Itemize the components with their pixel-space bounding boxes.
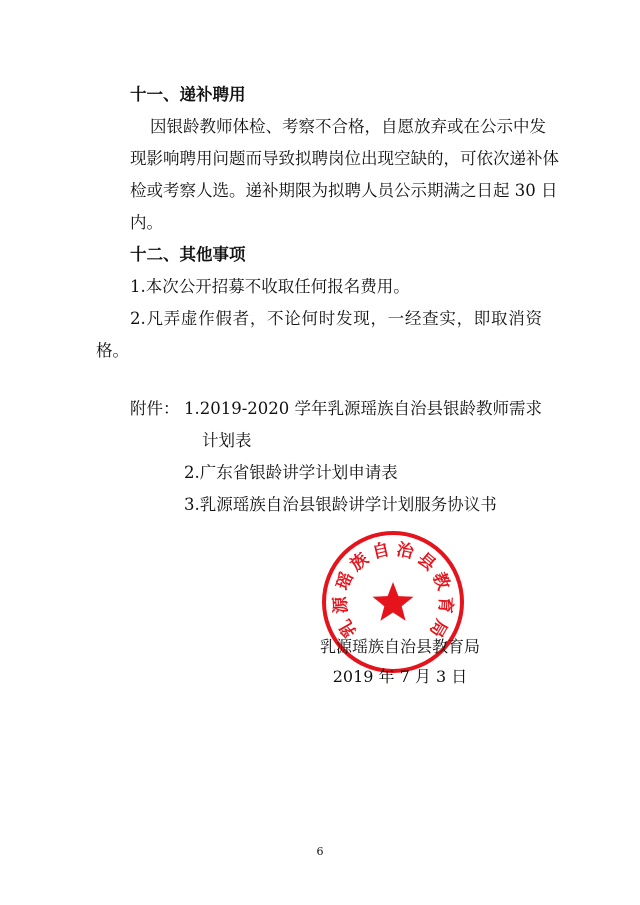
seal-char: 治 — [394, 539, 416, 564]
attachments-label: 附件： — [130, 399, 180, 418]
section-12-item-2: 2.凡弄虚作假者，不论何时发现，一经查实，即取消资 — [130, 309, 542, 328]
seal-char: 自 — [370, 539, 392, 564]
seal-char: 族 — [346, 549, 373, 576]
attachment-item-3: 3.乳源瑶族自治县银龄讲学计划服务协议书 — [184, 495, 497, 514]
seal-char: 县 — [413, 549, 440, 576]
seal-char: 乳 — [335, 615, 361, 641]
seal-char: 瑶 — [332, 569, 358, 594]
section-12-item-2-cont: 格。 — [96, 341, 129, 360]
seal-char: 育 — [434, 595, 456, 615]
signature-date: 2019 年 7 月 3 日 — [332, 667, 468, 686]
signature-org: 乳源瑶族自治县教育局 — [319, 637, 480, 656]
attachment-item-1: 1.2019-2020 学年乳源瑶族自治县银龄教师需求 — [184, 399, 543, 418]
section-11-title: 十一、递补聘用 — [130, 85, 246, 104]
section-12-item-1: 1.本次公开招募不收取任何报名费用。 — [130, 277, 410, 296]
seal-char: 源 — [330, 595, 352, 615]
section-11-line-4: 内。 — [130, 213, 163, 232]
page-number: 6 — [316, 845, 324, 858]
section-11-line-2: 现影响聘用问题而导致拟聘岗位出现空缺的，可依次递补体 — [130, 149, 559, 168]
seal-char: 局 — [425, 615, 451, 641]
attachment-item-1-cont: 计划表 — [202, 431, 252, 450]
seal-char: 教 — [428, 569, 454, 594]
star-icon — [373, 582, 414, 621]
section-11-line-3: 检或考察人选。递补期限为拟聘人员公示期满之日起 30 日 — [130, 181, 558, 200]
section-11-line-1: 因银龄教师体检、考察不合格，自愿放弃或在公示中发 — [150, 117, 546, 136]
section-12-title: 十二、其他事项 — [130, 245, 246, 264]
attachment-item-2: 2.广东省银龄讲学计划申请表 — [184, 463, 398, 482]
